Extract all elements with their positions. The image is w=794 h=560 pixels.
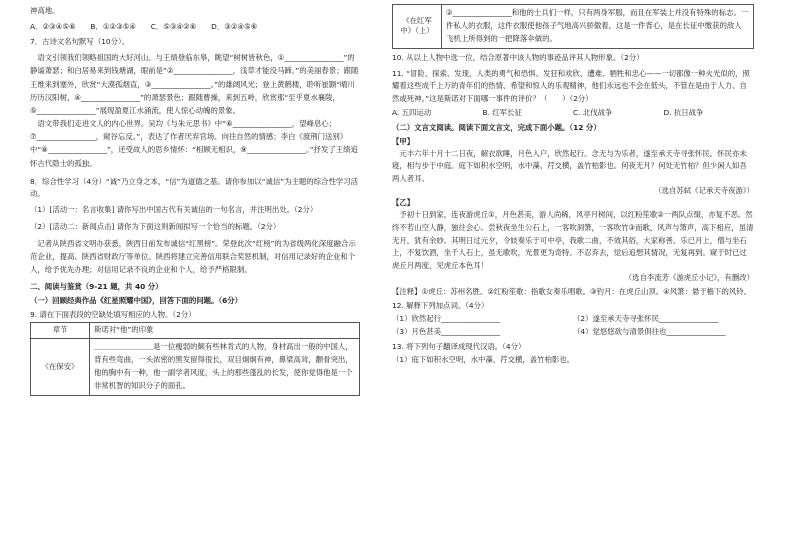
right-column [392, 0, 754, 366]
question-12: 12. 解释下列加点词。（4分） [392, 301, 489, 311]
question-7-para-1: 语文引领我们领略祖国的大好河山。与王绩登临东皋，眺望“树树皆秋色，①________________”的静谧萧瑟；和白居易来到钱塘湖，眼前是“②________________，浅草才能没马蹄。”的美丽春景；跟随王维来到塞外，欣赏“大漠孤烟直，③________________。”的雄阔风光；登上黄鹤楼，聆听崔颢“晴川历历汉阳树，④________________”的萧瑟景色；跟随曹操，来到五岭，欣赏那“至乎夏水襄陵，⑤________________”展现盈夏江水涌流，使人惊心动魄的景象。 [30, 53, 359, 115]
question-8-part-2: （2）[活动二：新闻点击] 请你为下面这则新闻拟写一个恰当的标题。（2分） [30, 221, 281, 231]
passage-a-source: （选自苏轼《记承天寺夜游》） [654, 185, 754, 195]
subsection-1-heading: （一）回顾经典作品《红星照耀中国》，回答下面的问题。（6分） [30, 295, 243, 305]
choice-options: A．②③④⑤⑥ B．①②③⑤④ C．⑤③④②⑥ D．③②④⑤⑥ [30, 21, 258, 31]
question-13-part-1: （1）庭下如积水空明，水中藻、荇交横，盖竹柏影也。 [392, 355, 575, 365]
question-13: 13. 将下列句子翻译成现代汉语。（4分） [392, 341, 526, 351]
question-12-item: （3）月色甚美________________ [392, 326, 501, 336]
table-header: 章节 [31, 323, 90, 339]
question-9: 9. 请在下面表段的空缺处填写相应的人物。（2分） [30, 309, 196, 319]
subsection-2-heading: （二）文言文阅读。阅读下面文言文，完成下面小题。（12 分） [392, 123, 601, 133]
question-7-title: 7．古诗文名句默写（10分）。 [30, 37, 130, 47]
option-a: A. 五四运动 [392, 108, 432, 118]
question-12-item: （2）遂至承天寺寻张怀民________________ [573, 314, 719, 324]
question-12-row [392, 314, 754, 325]
question-11: 11. “冒险、探索、发现、人类的勇气和恐惧、发狂和欢欣、遭难、牺牲和忠心——一切都像一种火光似的，照耀着这些成千上万的青年们的热情、希望和惊人的乐观精神，他们永远也不会在低头，不管在是由于人力、自然或死神。”这是斯诺对下面哪一事件的评价？（ ）（2分） [392, 68, 750, 103]
question-12-item: （1）欣然起行________________ [392, 314, 501, 324]
left-column [30, 0, 360, 396]
question-8-part-1: （1）[活动一：名言收集] 请你写出中国古代有关诚信的一句名言，并注明出处。（2分） [30, 204, 318, 214]
table-cell: ②________________和他的士兵们一样，只有两身军服，而且在军装上并没有特殊的标志。一件私人的衣服，这件衣服使他孩子气地高兴骄傲着，这是一件背心，是在长征中缴获的敌人飞机上所得到的一把降落伞做的。 [442, 5, 754, 49]
option-b: B. 红军长征 [482, 108, 522, 118]
character-table [30, 322, 360, 396]
annotation-note: 【注释】①虎丘：苏州名胜。②红粉笙歌：指歌女奏乐唱歌。③钓月：在虎丘山顶。④风箫：悬于檐下的风铃。 [392, 286, 752, 296]
text-line: 神高地。 [30, 6, 60, 15]
passage-b-text: 予初十日到家，连夜游虎丘①，月色甚美，游人尚稀，风亭月树间，以红粉笙歌②一两队点缀，亦复不恶。然终不若山空人静，独往会心。尝秋夜坐生公石上，一客吹洞箫，一客吹竹③而歌，风声与箫声，高下相应，虽清无月，犹有余妙。其明日过元夕，令妓奏乐于可中亭，我歌二曲，不效其俗，大家称善。乐已月上，僧与坐石上，不复饮酒，坐千人石上，虽无歌吹，光景更为奇特。不忍弃去，觉后追想其情况，无复再到。窥于时已过虎丘月两度，见虎丘本色耳！ [392, 210, 754, 271]
passage-b-source: （选自李流芳《游虎丘小记》，有删改） [624, 272, 754, 282]
option-d: D. 抗日战争 [663, 108, 704, 118]
question-12-row [392, 327, 754, 338]
table-cell: 《在红军中》（上） [393, 5, 442, 49]
option-c: C. 北伐战争 [573, 108, 613, 118]
question-8-title: 8．综合性学习（4分）“诚”乃立身之本，“信”为道德之基。请你参加以“诚信”为主题的综合性学习活动。 [30, 176, 359, 199]
table-cell: 《在保安》 [31, 339, 90, 396]
character-table-continued [392, 4, 754, 49]
table-cell: ＿＿＿＿＿＿＿＿是一位瘦弱的颇有些林肯式的人物，身材高出一般的中国人，背有些弯曲，一头浓密的黑发留得很长，双目炯炯有神，鼻梁高耸，颧骨突出，他的胸中有一种，他一副学者风度，头上的那些蓬乱的长发，使你觉得他是一个非常机智的知识分子的面孔。 [90, 339, 360, 396]
passage-a-label: 【甲】 [392, 136, 415, 146]
table-header: 斯诺对“他”的印象 [90, 323, 360, 339]
news-text: 记者从陕西省文明办获悉，陕西日前发布诚信“红黑榜”。荣登此次“红榜”的为省级两化深度融合示范企业，提高、陕西省财政厅等单位。陕西将建立完善信用联合奖惩机制，对信用记录好的企业和个人，给予优先办理；对信用记录不良的企业和个人，给予严格限制。 [30, 239, 356, 275]
passage-b-label: 【乙】 [392, 198, 415, 208]
passage-a-text: 元丰六年十月十二日夜，解衣欲睡，月色入户，欣然起行。念无与为乐者，遂至承天寺寻张怀民。怀民亦未寝，相与步于中庭。庭下如积水空明，水中藻、荇交横，盖竹柏影也。何夜无月？何处无竹柏？但少闲人如吾两人者耳。 [392, 148, 747, 183]
section-2-heading: 二、阅读与鉴赏（9-21 题，共 40 分） [30, 282, 163, 292]
question-10: 10. 从以上人物中选一位，结合原著中该人物的事迹品评其人物形象。（2分） [392, 52, 644, 62]
question-7-para-2: 语文带我们走进文人的内心世界。吴均《与朱元思书》中“⑥________________，望峰息心；⑦________________，窥谷忘反。”，表达了作者厌弃官场、向往自然的情感；李白《渡荆门送别》中“⑧________________”，还受故人的思乡情怀：“相顾无相识，⑨________________。”抒发了王绩追怀古代隐士的孤独。 [30, 119, 358, 168]
question-12-item: （4）觉悠悠欲与清景俱往也________________ [573, 326, 726, 336]
question-11-options [392, 108, 754, 119]
